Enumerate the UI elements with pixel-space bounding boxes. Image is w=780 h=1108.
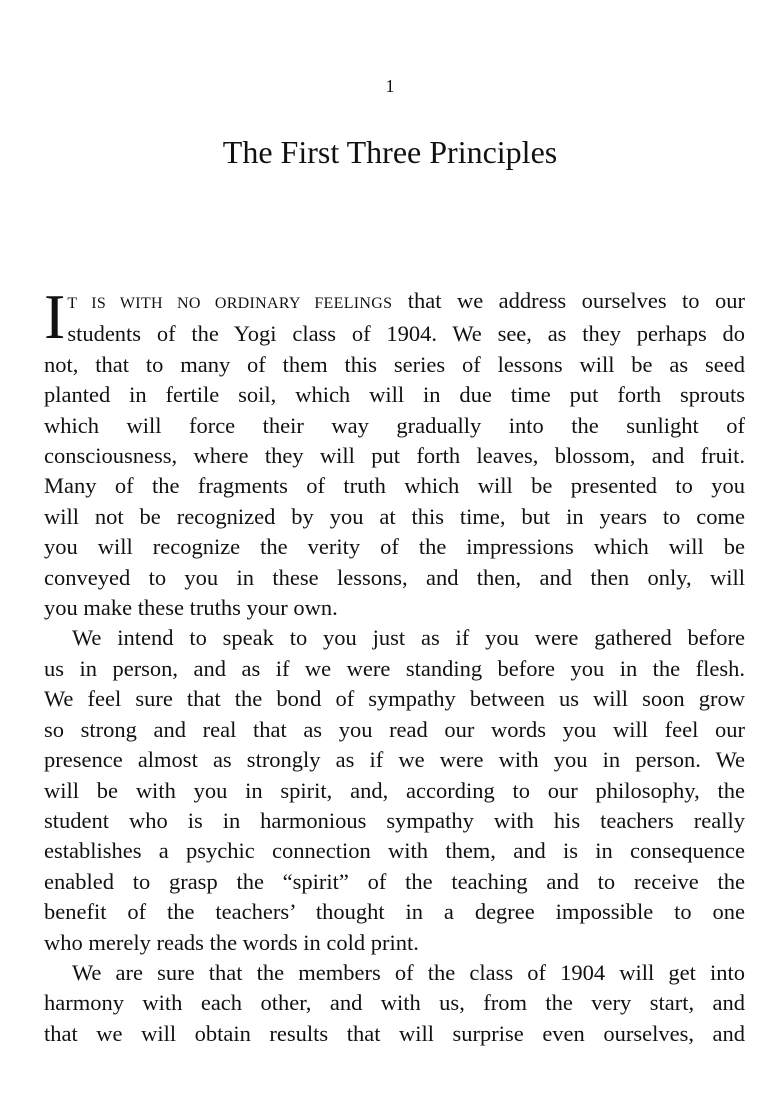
text-line: benefit of the teachers’ thought in a degree impossible to one [44, 899, 745, 925]
text-line: planted in fertile soil, which will in due time put forth sprouts [44, 382, 745, 408]
text-line: so strong and real that as you read our words you will feel our [44, 716, 745, 742]
text-line: Many of the fragments of truth which will be presented to you [44, 473, 745, 499]
text-line: We are sure that the members of the class of 1904 will get into [72, 959, 745, 985]
text-line [44, 286, 745, 319]
text-line: establishes a psychic connection with them, and is in consequence [44, 838, 745, 864]
body-text [44, 281, 745, 1049]
text-span: that we address ourselves to our [392, 288, 745, 313]
text-line: presence almost as strongly as if we were with you in person. We [44, 747, 745, 773]
text-line: which will force their way gradually into the sunlight of [44, 412, 745, 438]
text-line: not, that to many of them this series of lessons will be as seed [44, 351, 745, 377]
text-line: We intend to speak to you just as if you were gathered before [72, 625, 745, 651]
small-caps-opening: T IS WITH NO ORDINARY FEELINGS [67, 295, 393, 312]
text-line: you will recognize the verity of the impressions which will be [44, 534, 745, 560]
text-line: conveyed to you in these lessons, and then, and then only, will [44, 564, 745, 590]
text-line: students of the Yogi class of 1904. We see, as they perhaps do [67, 321, 745, 347]
chapter-title: The First Three Principles [222, 134, 558, 170]
text-line: you make these truths your own. [44, 595, 338, 621]
text-line: will not be recognized by you at this time, but in years to come [44, 503, 745, 529]
text-line: will be with you in spirit, and, according to our philosophy, the [44, 777, 745, 803]
text-line: enabled to grasp the “spirit” of the teaching and to receive the [44, 868, 745, 894]
page-number: 1 [385, 76, 395, 96]
text-line: consciousness, where they will put forth leaves, blossom, and fruit. [44, 443, 745, 469]
text-line: harmony with each other, and with us, from the very start, and [44, 990, 745, 1016]
paragraph-2 [44, 623, 745, 957]
paragraph-3 [44, 958, 745, 1049]
text-line: us in person, and as if we were standing before you in the flesh. [44, 655, 745, 681]
paragraph-1 [44, 281, 745, 623]
text-line: who merely reads the words in cold print. [44, 929, 419, 955]
text-line: student who is in harmonious sympathy with his teachers really [44, 807, 745, 833]
text-line: We feel sure that the bond of sympathy between us will soon grow [44, 686, 745, 712]
text-line: that we will obtain results that will surprise even ourselves, and [44, 1020, 745, 1046]
drop-cap: I [44, 281, 66, 352]
